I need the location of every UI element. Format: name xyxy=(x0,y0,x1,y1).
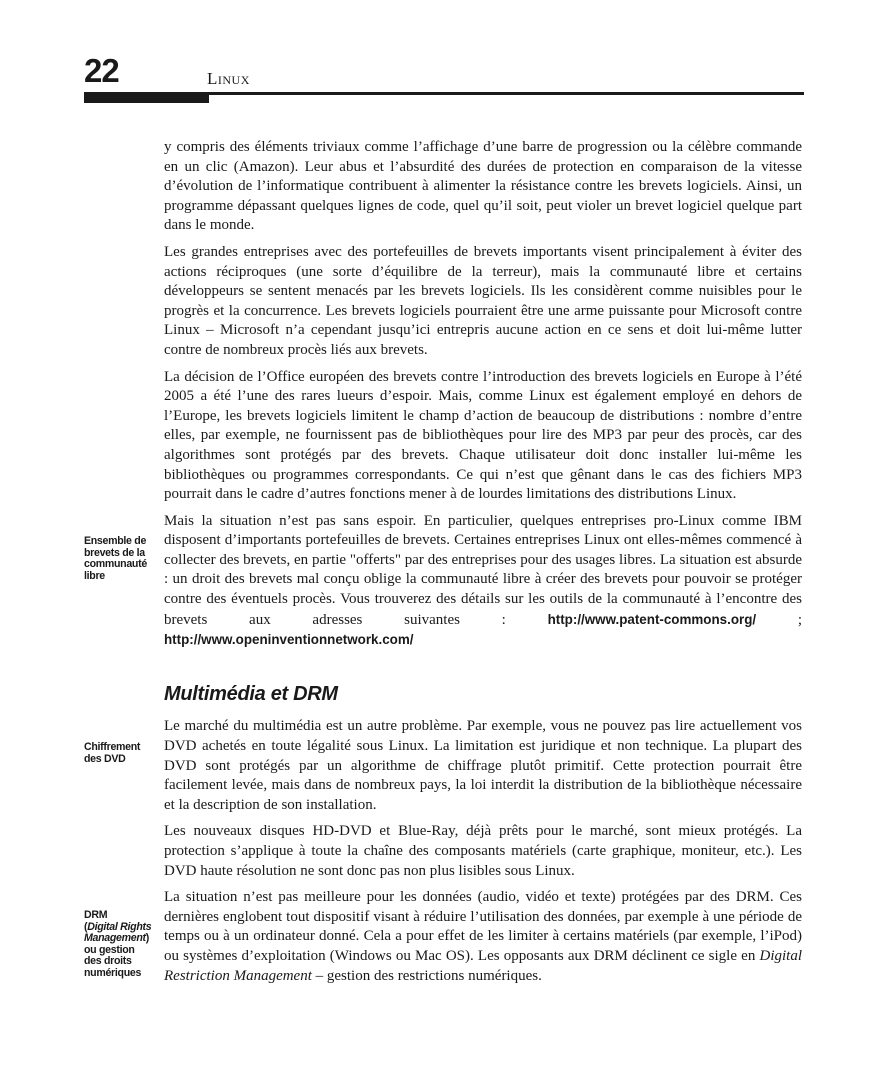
paragraph-text: Mais la situation n’est pas sans espoir. En particulier, quelques entreprises pro-Linux comme IBM disposent d’importants portefeuilles de brevets. Certaines entreprises Linux ont elles-mêmes commencé à collecter des brevets, en partie "offerts" par des entreprises pour des usages libres. La situation est absurde : un droit des brevets mal conçu oblige la communauté libre à créer des brevets pour pouvoir se protéger contre des éventuels procès. Vous trouverez des détails sur les outils de la communauté à l’encontre des brevets aux adresses suivantes : xyxy=(164,512,802,628)
drm-tail: – gestion des restrictions numériques. xyxy=(311,967,542,984)
running-title xyxy=(207,69,250,89)
paragraph-drm xyxy=(164,888,802,986)
margin-note-drm-abbr: DRM xyxy=(84,909,108,921)
url-separator: ; xyxy=(756,611,803,628)
body-text xyxy=(164,138,802,993)
paragraph: y compris des éléments triviaux comme l’affichage d’une barre de progression ou la célèbre commande en un clic (Amazon). Leur abus et l’absurdité des durées de protection en comparaison de la vitesse d’évolution de l’informatique contribuent à alimenter la résistance contre les brevets logiciels. Ainsi, un programme dépassant quelques lignes de code, quel qu’il soit, peut violer un brevet logiciel quelque part dans le monde. xyxy=(164,139,802,234)
margin-note-drm-open: ( xyxy=(84,920,88,933)
page-number: 22 xyxy=(84,52,119,89)
section-heading: Multimédia et DRM xyxy=(164,682,338,705)
url-open-invention-network[interactable]: http://www.openinventionnetwork.com/ xyxy=(164,632,414,648)
drm-text: La situation n’est pas meilleure pour les données (audio, vidéo et texte) protégées par des DRM. Ces dernières englobent tout dispositif visant à réduire l’utilisation des données, par exemple à une période de temps ou à un ordinateur donné. Cela a pour effet de les limiter à certains matériels (par exemple, l’iPod) ou systèmes d’exploitation (Windows ou Mac OS). Les opposants aux DRM déclinent ce sigle en xyxy=(164,889,802,964)
paragraph: La décision de l’Office européen des brevets contre l’introduction des brevets logiciels en Europe à l’été 2005 a été l’une des rares lueurs d’espoir. Mais, comme Linux est également employé en dehors de l’Europe, les brevets logiciels limitent le champ d’action de beaucoup de distributions : nombre d’entre elles, par exemple, ne fournissent pas de bibliothèques pour lire des MP3 par peur des procès, car des algorithmes sont protégés par des brevets. Chaque utilisateur doit donc installer lui-même les bibliothèques ou programmes correspondants. Ce qui n’est que gênant dans le cas des fichiers MP3 pourrait dans le cadre d’autres fonctions mener à de lourdes limitations des distributions Linux. xyxy=(164,368,802,503)
drm-italic: Digital Restriction Management xyxy=(164,947,802,984)
paragraph: Les nouveaux disques HD-DVD et Blue-Ray, déjà prêts pour le marché, sont mieux protégés. La protection s’applique à toute la chaîne des composants matériels (carte graphique, moniteur, etc.). Les DVD haute résolution ne sont donc pas non plus lisibles sous Linux. xyxy=(164,823,802,879)
paragraph-with-links xyxy=(164,512,802,651)
margin-note-community-patents: Ensemble de brevets de la communauté libre xyxy=(84,535,147,582)
header-block xyxy=(84,95,209,103)
margin-note-drm-italic: Digital Rights Management xyxy=(84,920,152,945)
margin-note-drm-close: ) xyxy=(145,932,149,945)
paragraph: Les grandes entreprises avec des portefeuilles de brevets importants visent principalement à éviter des actions réciproques (une sorte d’équilibre de la terreur), mais la communauté libre et certains développeurs se sentent menacés par les brevets logiciels. Ils les considèrent comme nuisibles pour le progrès et la concurrence. Les brevets logiciels pourraient être une arme puissante pour Microsoft contre Linux – Microsoft n’a cependant jusqu’ici entrepris aucune action en ce sens et doit lui-même lutter contre de nombreux procès liés aux brevets. xyxy=(164,243,802,358)
url-patent-commons[interactable]: http://www.patent-commons.org/ xyxy=(547,611,757,627)
running-title-text: Linux xyxy=(207,69,250,88)
paragraph: Le marché du multimédia est un autre problème. Par exemple, vous ne pouvez pas lire actuellement vos DVD achetés en toute légalité sous Linux. La limitation est juridique et non technique. La plupart des DVD sont protégés par un algorithme de chiffrage plutôt primitif. Cette protection pourrait être facilement levée, mais dans de nombreux pays, la loi interdit la distribution de la bibliothèque nécessaire et la description de son installation. xyxy=(164,718,802,813)
margin-note-dvd-encryption: Chiffrement des DVD xyxy=(84,741,141,765)
margin-note-drm xyxy=(84,910,154,980)
margin-note-drm-rest: ou gestion des droits numériques xyxy=(84,943,142,979)
